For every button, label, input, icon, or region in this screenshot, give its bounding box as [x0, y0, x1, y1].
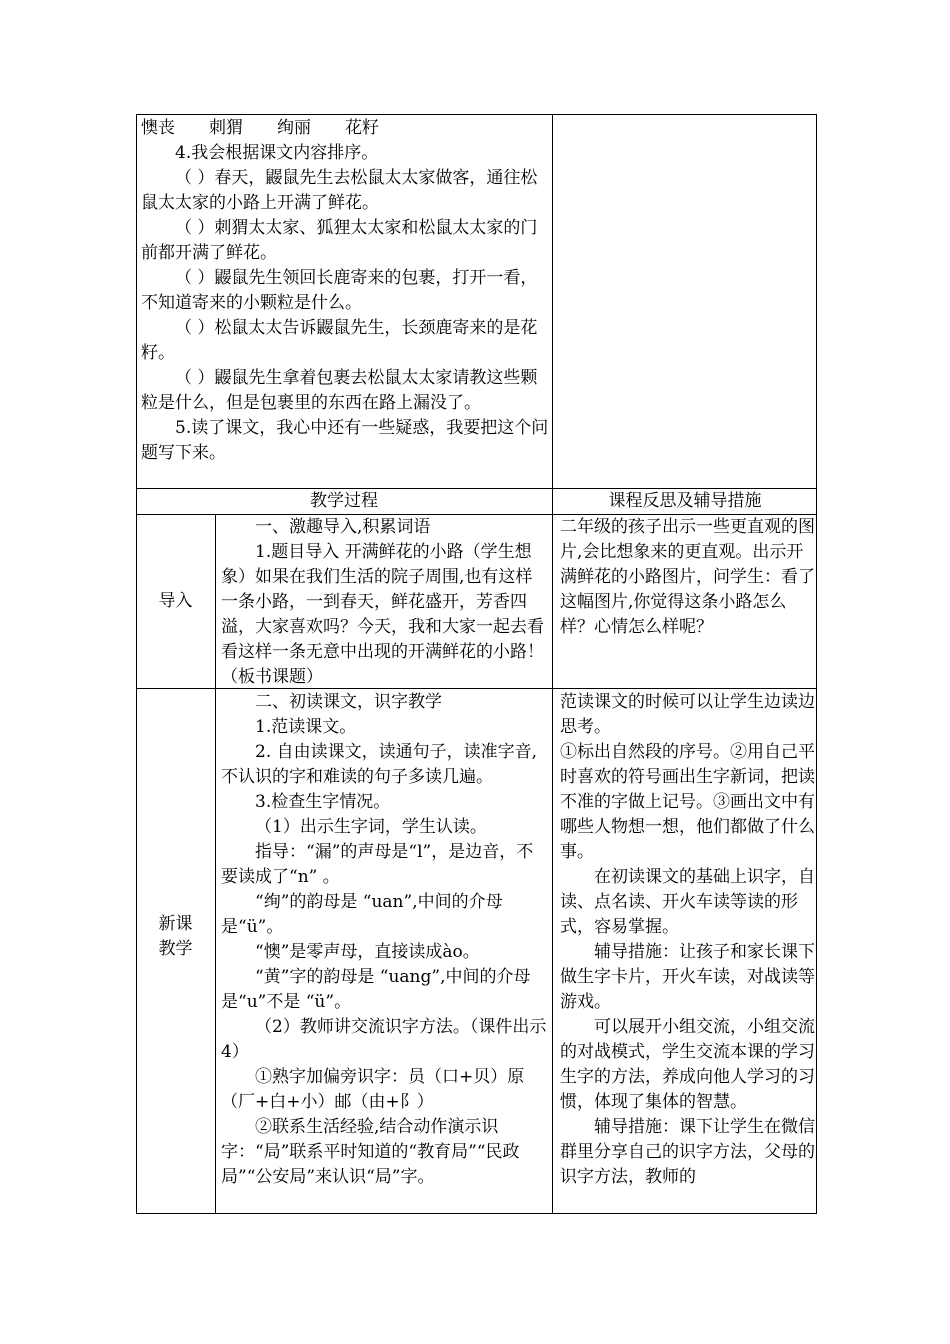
order-item-3: （ ）鼹鼠先生领回长鹿寄来的包裹，打开一看，不知道寄来的小颗粒是什么。 — [141, 268, 538, 313]
question-5: 5.读了课文，我心中还有一些疑惑，我要把这个问题写下来。 — [141, 418, 549, 463]
reflection-tutoring-cards: 辅导措施：让孩子和家长课下做生字卡片，开火车读，对战读等游戏。 — [560, 942, 815, 1012]
intro-reflection-text: 二年级的孩子出示一些更直观的图片,会比想象来的更直观。出示开满鲜花的小路图片，问学生：看了这幅图片,你觉得这条小路怎么样？心情怎么样呢？ — [560, 517, 815, 637]
lesson-step-3-2: （2）教师讲交流识字方法。（课件出示4） — [221, 1017, 547, 1062]
reflection-marking: ①标出自然段的序号。②用自己平时喜欢的符号画出生字新词，把读不准的字做上记号。③画出文中有哪些人物想一想，他们都做了什么事。 — [560, 742, 815, 862]
row-label-line-2: 教学 — [158, 939, 193, 959]
new-lesson-reflection — [560, 690, 816, 1190]
intro-reflection — [560, 515, 816, 640]
question-4-title: 4.我会根据课文内容排序。 — [175, 143, 379, 163]
lesson-step-2: 2. 自由读课文，读通句子，读准字音,不认识的字和难读的句子多读几遍。 — [221, 742, 538, 787]
reflection-tutoring-wechat: 辅导措施：课下让学生在微信群里分享自己的识字方法，父母的识字方法，教师的 — [560, 1117, 815, 1187]
lesson-heading: 二、初读课文，识字教学 — [255, 692, 442, 712]
order-item-5: （ ）鼹鼠先生拿着包裹去松鼠太太家请教这些颗粒是什么，但是包裹里的东西在路上漏没了。 — [141, 368, 538, 413]
intro-heading: 一、激趣导入,积累词语 — [255, 517, 431, 537]
header-reflection: 课程反思及辅导措施 — [608, 491, 762, 511]
guidance-huang: “黄”字的韵母是 “uang”,中间的介母是“u”不是 “ü”。 — [221, 967, 531, 1012]
method-radical: ①熟字加偏旁识字：员（口+贝）原（厂+白+小）邮（由+阝） — [221, 1067, 525, 1112]
lesson-step-3-1: （1）出示生字词，学生认读。 — [255, 817, 487, 837]
row-label-line-1: 新课 — [158, 914, 193, 934]
reflection-group-exchange: 可以展开小组交流，小组交流的对战模式，学生交流本课的学习生字的方法，养成向他人学习的习惯，体现了集体的智慧。 — [560, 1017, 815, 1112]
method-life-experience: ②联系生活经验,结合动作演示识字：“局”联系平时知道的“教育局”“民政局”“公安局”来认识“局”字。 — [221, 1117, 520, 1187]
row-label-new-lesson — [136, 912, 215, 962]
intro-paragraph: 1.题目导入 开满鲜花的小路（学生想象）如果在我们生活的院子周围,也有这样一条小路，一到春天，鲜花盛开，芳香四溢，大家喜欢吗？今天，我和大家一起去看看这样一条无意中出现的开满鲜花的小路！（板书课题） — [221, 542, 544, 687]
reflection-read-aloud: 范读课文的时候可以让学生边读边思考。 — [560, 692, 815, 737]
divider-vertical-right — [552, 114, 553, 1214]
vocabulary-words: 懊丧 刺猬 绚丽 花籽 — [141, 118, 379, 138]
divider-vertical-label — [215, 514, 216, 1214]
guidance-ao: “懊”是零声母，直接读成ào。 — [255, 942, 480, 962]
order-item-2: （ ）刺猬太太家、狐狸太太家和松鼠太太家的门前都开满了鲜花。 — [141, 218, 538, 263]
intro-content — [221, 515, 549, 690]
lesson-step-3: 3.检查生字情况。 — [255, 792, 391, 812]
reflection-reading-forms: 在初读课文的基础上识字，自读、点名读、开火车读等读的形式，容易掌握。 — [560, 867, 815, 937]
guidance-lou: 指导：“漏”的声母是“l”，是边音，不要读成了“n” 。 — [221, 842, 534, 887]
exercise-section — [141, 116, 549, 466]
lesson-step-1: 1.范读课文。 — [255, 717, 357, 737]
order-item-4: （ ）松鼠太太告诉鼹鼠先生，长颈鹿寄来的是花籽。 — [141, 318, 538, 363]
order-item-1: （ ）春天，鼹鼠先生去松鼠太太家做客，通往松鼠太太家的小路上开满了鲜花。 — [141, 168, 538, 213]
header-teaching-process: 教学过程 — [310, 491, 378, 511]
new-lesson-content — [221, 690, 549, 1190]
guidance-xuan: “绚”的韵母是 “uan”,中间的介母是“ü”。 — [221, 892, 503, 937]
row-label-intro: 导入 — [158, 591, 193, 611]
